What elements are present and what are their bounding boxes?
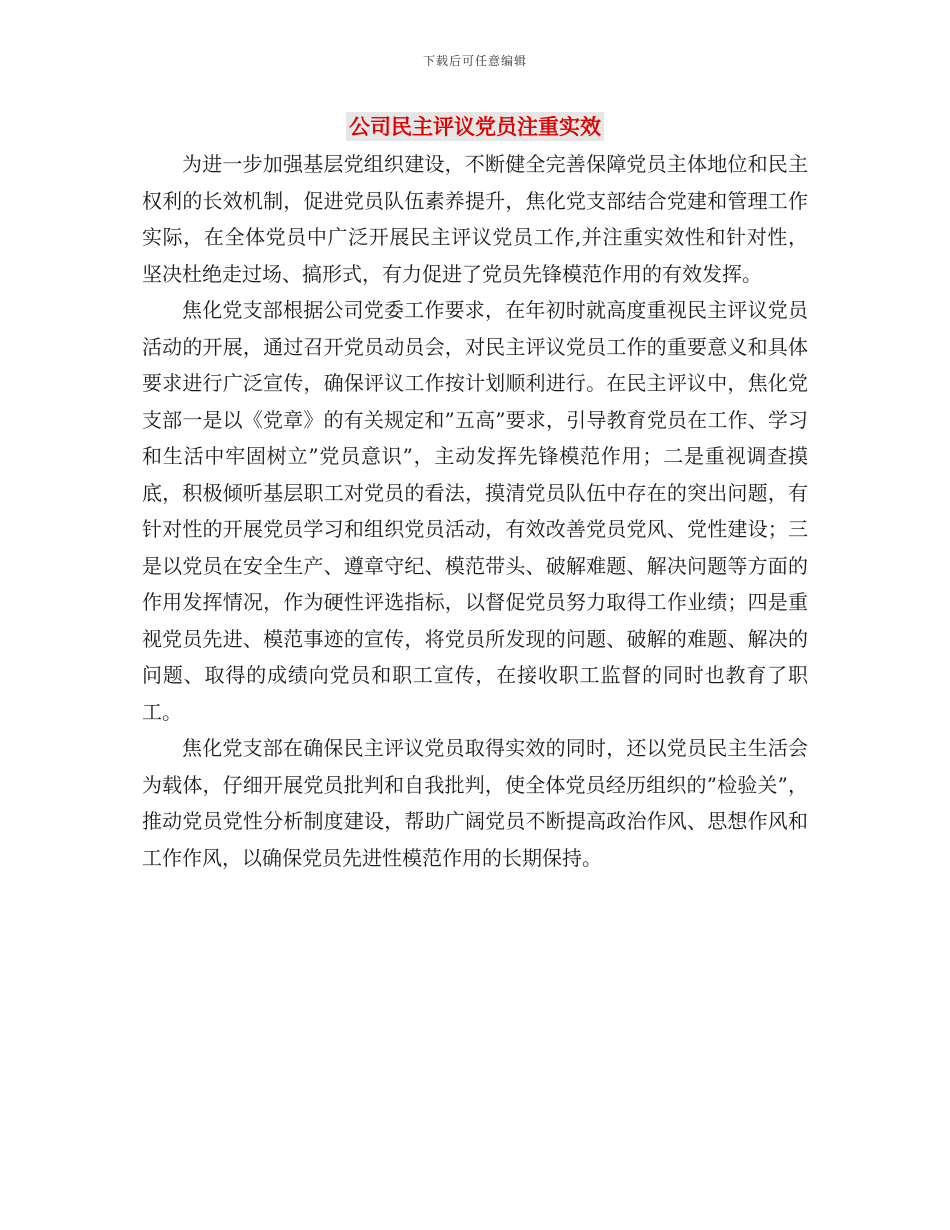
paragraph-3: 焦化党支部在确保民主评议党员取得实效的同时，还以党员民主生活会为载体，仔细开展党员批判和自我批判，使全体党员经历组织的”检验关”，推动党员党性分析制度建设，帮助广阔党员不断提高政治作风、思想作风和工作作风，以确保党员先进性模范作用的长期保持。 [142,736,808,870]
document-title-text: 公司民主评议党员注重实效 [346,112,604,141]
header-note: 下载后可任意编辑 [422,54,527,68]
paragraph-1: 为进一步加强基层党组织建设，不断健全完善保障党员主体地位和民主权利的长效机制，促进党员队伍素养提升，焦化党支部结合党建和管理工作实际，在全体党员中广泛开展民主评议党员工作,并注重实效性和针对性，坚决杜绝走过场、搞形式，有力促进了党员先锋模范作用的有效发挥。 [142,152,808,286]
document-title [0,111,950,141]
document-body [142,146,808,876]
paragraph-2: 焦化党支部根据公司党委工作要求，在年初时就高度重视民主评议党员活动的开展，通过召开党员动员会，对民主评议党员工作的重要意义和具体要求进行广泛宣传，确保评议工作按计划顺利进行。在民主评议中，焦化党支部一是以《党章》的有关规定和”五高”要求，引导教育党员在工作、学习和生活中牢固树立”党员意识”，主动发挥先锋模范作用；二是重视调查摸底，积极倾听基层职工对党员的看法，摸清党员队伍中存在的突出问题，有针对性的开展党员学习和组织党员活动，有效改善党员党风、党性建设；三是以党员在安全生产、遵章守纪、模范带头、破解难题、解决问题等方面的作用发挥情况，作为硬性评选指标，以督促党员努力取得工作业绩；四是重视党员先进、模范事迹的宣传，将党员所发现的问题、破解的难题、解决的问题、取得的成绩向党员和职工宣传，在接收职工监督的同时也教育了职工。 [142,298,808,724]
